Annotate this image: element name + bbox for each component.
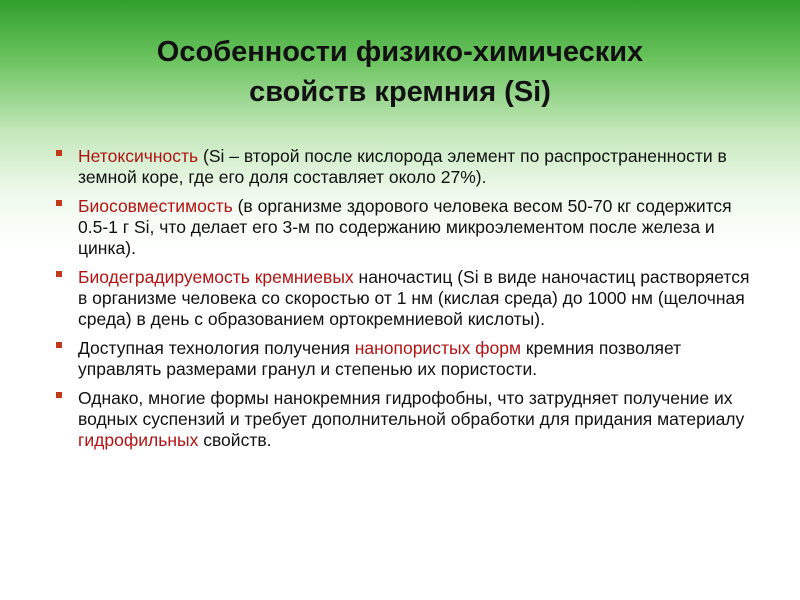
- bullet-item-biocompatibility: [56, 196, 756, 259]
- bullet-text: (в организме здорового человека весом 50-70 кг содержится 0.5-1 г Si, что делает его 3-м по содержанию микроэлементом после железа и цинка).: [78, 196, 732, 258]
- bullet-list: [56, 146, 756, 459]
- bullet-text: свойств.: [198, 430, 272, 450]
- bullet-item-biodegradability: [56, 267, 756, 330]
- bullet-text: наночастиц (Si в виде наночастиц растворяется в организме человека со скоростью от 1 нм (кислая среда) до 1000 нм (щелочная среда) в день с образованием ортокремниевой кислоты).: [78, 267, 750, 329]
- slide-title: [0, 32, 800, 112]
- bullet-text: Доступная технология получения: [78, 338, 355, 358]
- slide-title-line-1: Особенности физико-химических: [156, 36, 644, 68]
- bullet-square-icon: [56, 271, 62, 277]
- bullet-text: Однако, многие формы нанокремния гидрофобны, что затрудняет получение их водных суспензий и требует дополнительной обработки для придания материалу: [78, 388, 745, 429]
- slide-title-line-2: свойств кремния (Si): [249, 76, 551, 108]
- bullet-square-icon: [56, 200, 62, 206]
- term-nanoporous-forms: нанопористых форм: [354, 338, 522, 358]
- bullet-item-hydrophobicity: [56, 388, 756, 451]
- term-biodegradability: Биодеградируемость кремниевых: [78, 267, 354, 287]
- bullet-square-icon: [56, 392, 62, 398]
- term-hydrophilic: гидрофильных: [78, 430, 199, 450]
- term-biocompatibility: Биосовместимость: [78, 196, 233, 216]
- bullet-item-nontoxicity: [56, 146, 756, 188]
- bullet-item-nanoporous-technology: [56, 338, 756, 380]
- term-nontoxicity: Нетоксичность: [78, 146, 199, 166]
- bullet-text: (Si – второй после кислорода элемент по распространенности в земной коре, где его доля составляет около 27%).: [78, 146, 727, 187]
- bullet-text: кремния позволяет управлять размерами гранул и степенью их пористости.: [78, 338, 682, 379]
- bullet-square-icon: [56, 342, 62, 348]
- bullet-square-icon: [56, 150, 62, 156]
